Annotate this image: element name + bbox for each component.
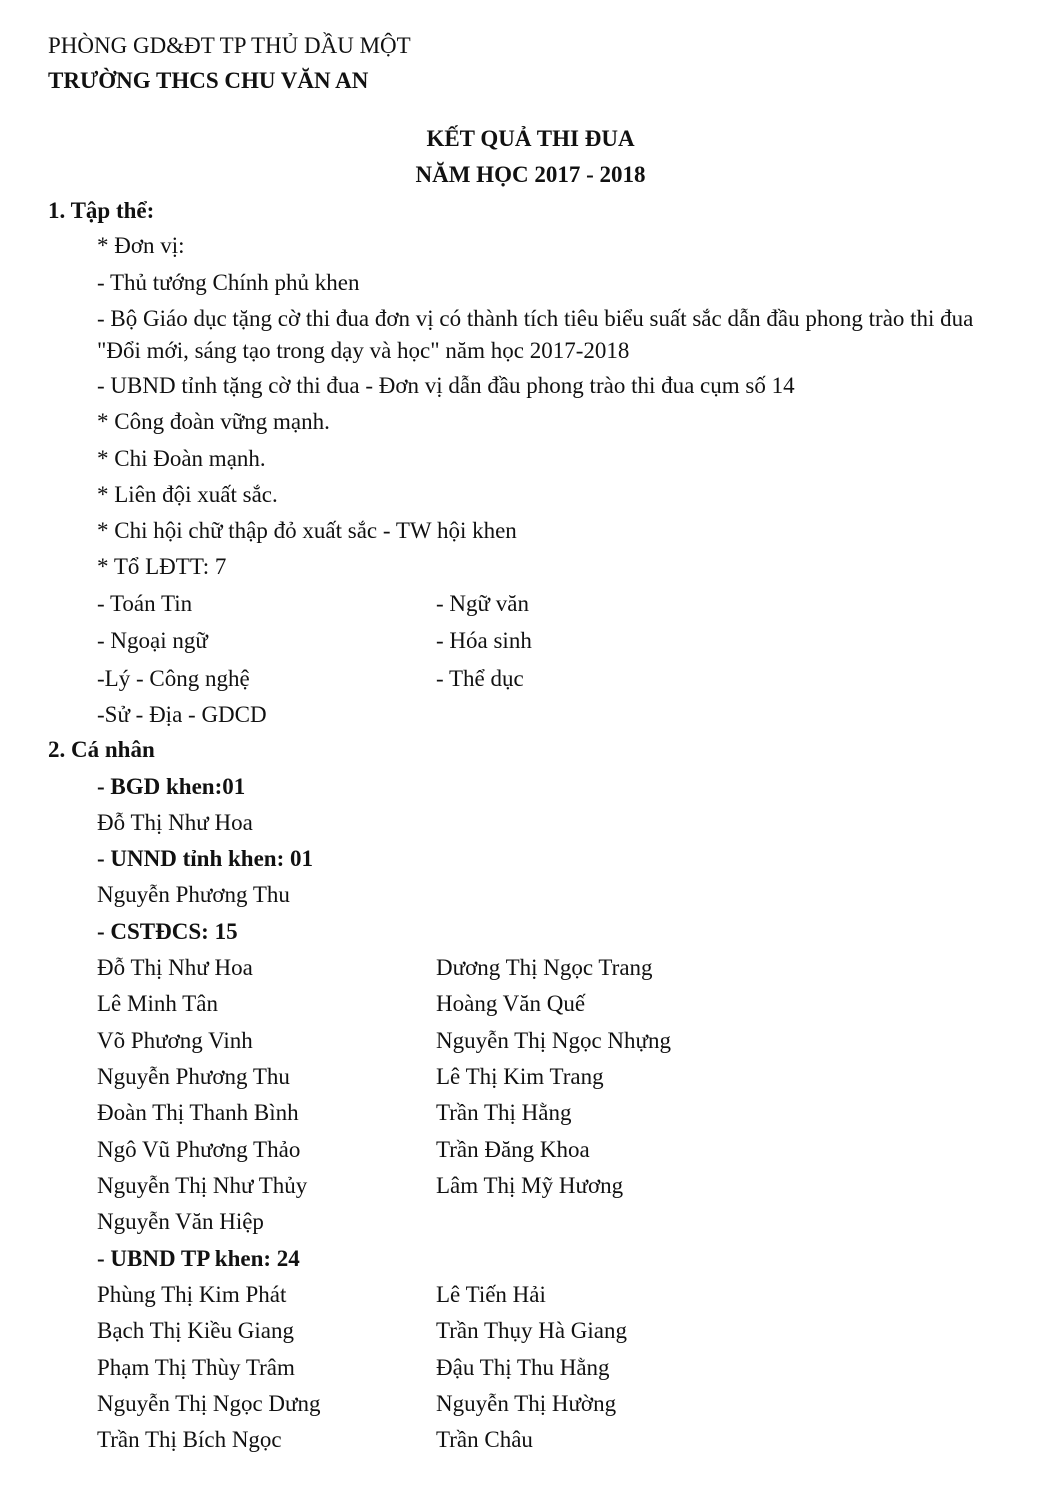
person-name: Lâm Thị Mỹ Hương (436, 1173, 624, 1198)
school-year-title: NĂM HỌC 2017 - 2018 (415, 162, 646, 187)
list-item: * Liên đội xuất sắc. (97, 482, 278, 507)
school-name: TRƯỜNG THCS CHU VĂN AN (48, 68, 369, 93)
person-name: Lê Thị Kim Trang (436, 1064, 604, 1089)
person-name: Hoàng Văn Quế (436, 991, 586, 1016)
person-name: Nguyễn Văn Hiệp (97, 1209, 264, 1234)
person-name: Đoàn Thị Thanh Bình (97, 1100, 299, 1125)
document-title: KẾT QUẢ THI ĐUA (426, 126, 635, 151)
person-name: Phùng Thị Kim Phát (97, 1282, 287, 1307)
list-item: * Chi hội chữ thập đỏ xuất sắc - TW hội khen (97, 518, 517, 543)
person-name: Phạm Thị Thùy Trâm (97, 1355, 295, 1380)
person-name: Nguyễn Thị Ngọc Nhựng (436, 1028, 671, 1053)
award-label-cstdcs: - CSTĐCS: 15 (97, 919, 238, 944)
person-name: Ngô Vũ Phương Thảo (97, 1137, 301, 1162)
award-label-ubndtp: - UBND TP khen: 24 (97, 1246, 300, 1271)
section2-heading: 2. Cá nhân (48, 737, 155, 762)
award-label-unnd: - UNND tỉnh khen: 01 (97, 846, 313, 871)
award-label-bgd: - BGD khen:01 (97, 774, 246, 799)
person-name: Võ Phương Vinh (97, 1028, 253, 1053)
list-item: * Công đoàn vững mạnh. (97, 409, 330, 434)
list-item: * Chi Đoàn mạnh. (97, 446, 266, 471)
person-name: Bạch Thị Kiều Giang (97, 1318, 294, 1343)
section1-heading: 1. Tập thể: (48, 198, 155, 223)
person-name: Lê Tiến Hải (436, 1282, 546, 1307)
list-item: - Thủ tướng Chính phủ khen (97, 270, 360, 295)
person-name: Đậu Thị Thu Hằng (436, 1355, 610, 1380)
group-name: - Ngữ văn (436, 591, 529, 616)
person-name: Trần Châu (436, 1427, 533, 1452)
person-name: Dương Thị Ngọc Trang (436, 955, 653, 980)
group-name: - Toán Tin (97, 591, 193, 616)
person-name: Trần Thụy Hà Giang (436, 1318, 628, 1343)
group-name: - Thể dục (436, 666, 524, 691)
list-item: - UBND tỉnh tặng cờ thi đua - Đơn vị dẫn đầu phong trào thi đua cụm số 14 (97, 373, 795, 398)
person-name: Lê Minh Tân (97, 991, 218, 1016)
person-name: Trần Thị Hằng (436, 1100, 572, 1125)
person-name: Nguyễn Thị Như Thủy (97, 1173, 308, 1198)
person-name: Nguyễn Thị Hường (436, 1391, 617, 1416)
group-name: -Sử - Địa - GDCD (97, 702, 267, 727)
group-name: - Ngoại ngữ (97, 628, 208, 653)
person-name: Nguyễn Phương Thu (97, 882, 290, 907)
person-name: Nguyễn Thị Ngọc Dưng (97, 1391, 321, 1416)
list-item: - Bộ Giáo dục tặng cờ thi đua đơn vị có thành tích tiêu biểu suất sắc dẫn đầu phong trào thi đua "Đổi mới, sáng tạo trong dạy và học" năm học 2017-2018 (97, 306, 974, 363)
person-name: Trần Đăng Khoa (436, 1137, 590, 1162)
list-item: * Tổ LĐTT: 7 (97, 554, 227, 579)
department-name: PHÒNG GD&ĐT TP THỦ DẦU MỘT (48, 33, 411, 58)
list-item: * Đơn vị: (97, 233, 185, 258)
person-name: Trần Thị Bích Ngọc (97, 1427, 282, 1452)
person-name: Đỗ Thị Như Hoa (97, 955, 253, 980)
person-name: Đỗ Thị Như Hoa (97, 810, 253, 835)
person-name: Nguyễn Phương Thu (97, 1064, 290, 1089)
group-name: - Hóa sinh (436, 628, 532, 653)
group-name: -Lý - Công nghệ (97, 666, 250, 691)
